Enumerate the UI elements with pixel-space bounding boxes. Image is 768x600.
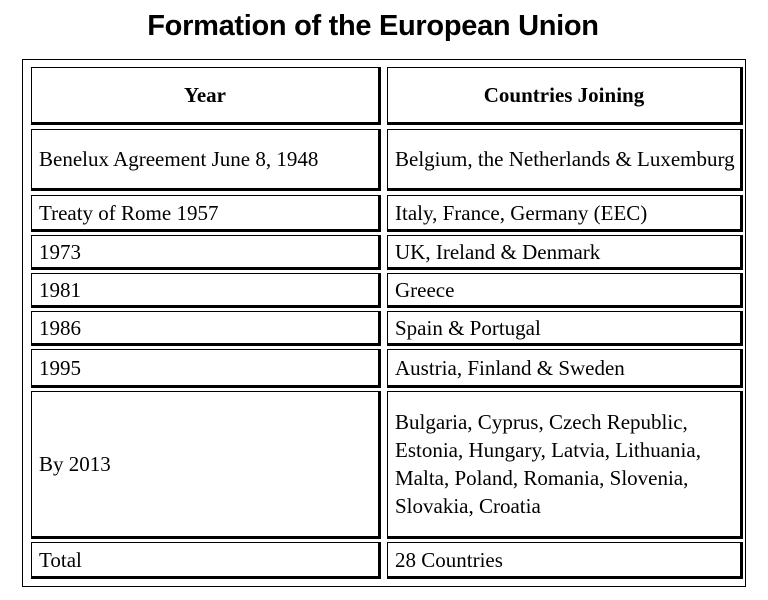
year-cell: 1973 xyxy=(39,239,81,264)
header-countries-label: Countries Joining xyxy=(483,83,645,107)
table-row-countries xyxy=(387,129,743,191)
table-row-year xyxy=(31,391,381,539)
table-row-countries xyxy=(387,195,743,232)
countries-cell: Greece xyxy=(395,277,455,302)
countries-cell: 28 Countries xyxy=(395,547,503,572)
table-row-countries xyxy=(387,542,743,579)
table-row-year xyxy=(31,273,381,308)
table-row-countries xyxy=(387,349,743,388)
header-year xyxy=(31,67,381,125)
page-title: Formation of the European Union xyxy=(147,10,599,42)
countries-cell: Belgium, the Netherlands & Luxemburg xyxy=(395,147,735,171)
countries-cell: UK, Ireland & Denmark xyxy=(395,239,601,264)
table-row-year xyxy=(31,235,381,270)
header-countries xyxy=(387,67,743,125)
year-cell: Total xyxy=(39,547,82,572)
table-row-year xyxy=(31,195,381,232)
year-cell: 1986 xyxy=(39,315,81,340)
year-cell: Benelux Agreement June 8, 1948 xyxy=(39,147,319,171)
table-row-countries xyxy=(387,391,743,539)
countries-cell: Austria, Finland & Sweden xyxy=(395,355,625,380)
table-row-countries xyxy=(387,235,743,270)
eu-formation-table xyxy=(22,59,746,587)
countries-cell: Bulgaria, Cyprus, Czech Republic, Estonia, Hungary, Latvia, Lithuania, Malta, Poland, Romania, Slovenia, Slovakia, Croatia xyxy=(395,410,701,518)
year-cell: By 2013 xyxy=(39,452,111,476)
year-cell: Treaty of Rome 1957 xyxy=(39,200,219,225)
table-row-year xyxy=(31,542,381,579)
year-cell: 1981 xyxy=(39,277,81,302)
countries-cell: Spain & Portugal xyxy=(395,315,541,340)
table-row-year xyxy=(31,129,381,191)
year-cell: 1995 xyxy=(39,355,81,380)
table-row-countries xyxy=(387,273,743,308)
table-row-year xyxy=(31,311,381,346)
countries-cell: Italy, France, Germany (EEC) xyxy=(395,200,648,225)
table-row-year xyxy=(31,349,381,388)
table-row-countries xyxy=(387,311,743,346)
header-year-label: Year xyxy=(184,83,226,107)
